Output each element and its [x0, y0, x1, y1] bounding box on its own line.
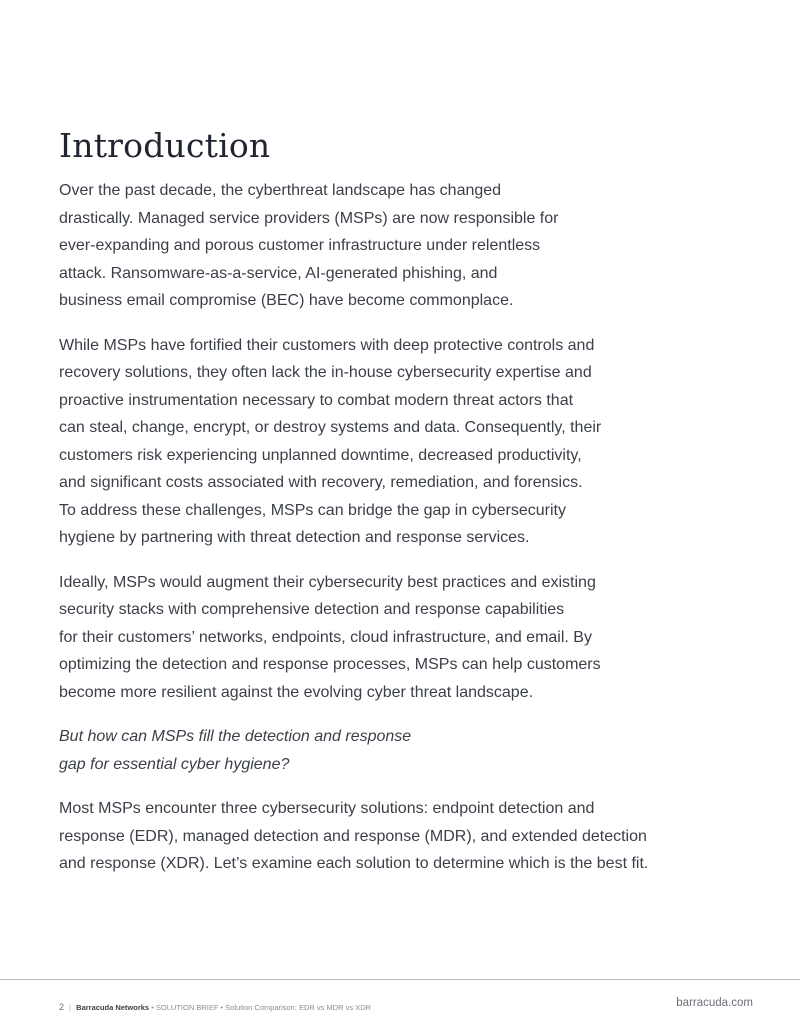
paragraph-line: To address these challenges, MSPs can bridge the gap in cybersecurity	[59, 501, 566, 519]
paragraph-line: customers risk experiencing unplanned downtime, decreased productivity,	[59, 446, 582, 464]
body-paragraph	[59, 795, 739, 878]
paragraph-line: gap for essential cyber hygiene?	[59, 755, 290, 773]
footer-company: Barracuda Networks	[76, 1003, 150, 1012]
pull-question	[59, 723, 739, 778]
paragraph-line: attack. Ransomware-as-a-service, AI-generated phishing, and	[59, 264, 498, 282]
paragraph-line: drastically. Managed service providers (MSPs) are now responsible for	[59, 209, 559, 227]
paragraph-line: proactive instrumentation necessary to combat modern threat actors that	[59, 391, 574, 409]
paragraph-line: Most MSPs encounter three cybersecurity solutions: endpoint detection and	[59, 800, 595, 817]
paragraph-line: Ideally, MSPs would augment their cybersecurity best practices and existing	[59, 573, 596, 591]
paragraph-line: recovery solutions, they often lack the in-house cybersecurity expertise and	[59, 364, 592, 381]
body-paragraph	[59, 177, 739, 315]
paragraph-line: security stacks with comprehensive detection and response capabilities	[59, 601, 565, 618]
footer-separator: |	[69, 1003, 72, 1012]
paragraph-line: Over the past decade, the cyberthreat landscape has changed	[59, 182, 502, 199]
page-title: Introduction	[59, 126, 271, 165]
page-number: 2	[59, 1002, 65, 1012]
paragraph-line: hygiene by partnering with threat detection and response services.	[59, 529, 530, 546]
paragraph-line: While MSPs have fortified their customers with deep protective controls and	[59, 336, 595, 354]
paragraph-line: can steal, change, encrypt, or destroy systems and data. Consequently, their	[59, 419, 602, 436]
footer-website[interactable]: barracuda.com	[676, 997, 753, 1009]
footer-divider	[0, 979, 800, 980]
body-paragraph	[59, 569, 739, 707]
footer-info	[59, 1001, 371, 1014]
paragraph-line: optimizing the detection and response processes, MSPs can help customers	[59, 656, 601, 673]
footer-doc-type: • SOLUTION BRIEF • Solution Comparison: EDR vs MDR vs XDR	[151, 1003, 372, 1012]
paragraph-line: and response (XDR). Let’s examine each solution to determine which is the best fit.	[59, 855, 649, 872]
paragraph-line: business email compromise (BEC) have become commonplace.	[59, 292, 514, 309]
body-paragraph	[59, 332, 739, 552]
paragraph-line: become more resilient against the evolving cyber threat landscape.	[59, 683, 534, 701]
paragraph-line: and significant costs associated with recovery, remediation, and forensics.	[59, 474, 583, 491]
paragraph-line: But how can MSPs fill the detection and response	[59, 728, 412, 745]
paragraph-line: response (EDR), managed detection and response (MDR), and extended detection	[59, 827, 647, 845]
paragraph-line: ever-expanding and porous customer infrastructure under relentless	[59, 237, 541, 254]
paragraph-line: for their customers’ networks, endpoints, cloud infrastructure, and email. By	[59, 628, 592, 646]
body-text	[59, 177, 739, 895]
